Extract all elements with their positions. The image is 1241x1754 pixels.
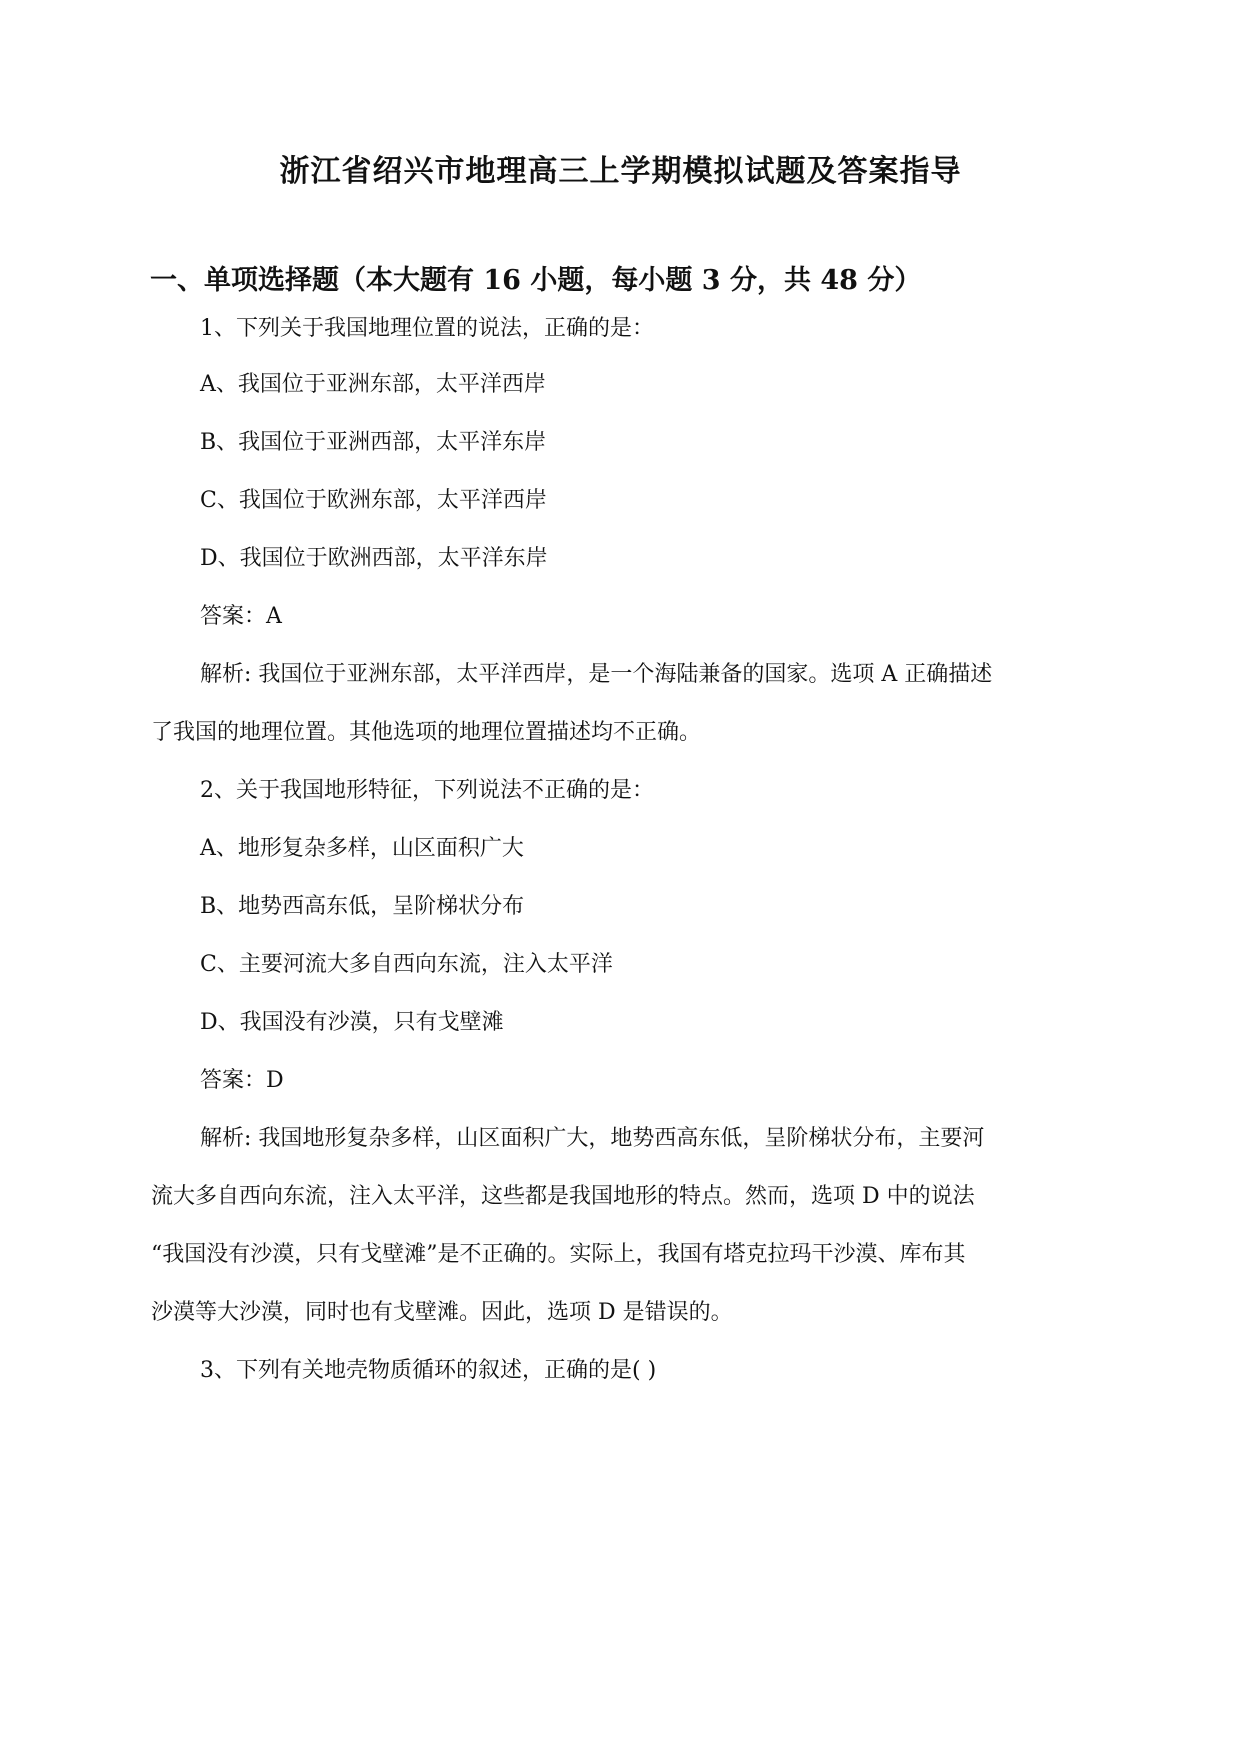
- question-1-option-d: D、我国位于欧洲西部，太平洋东岸: [200, 546, 548, 571]
- question-1-stem: 1、下列关于我国地理位置的说法，正确的是：: [200, 316, 654, 341]
- question-2-analysis-line-1: 解析: 我国地形复杂多样，山区面积广大，地势西高东低，呈阶梯状分布，主要河: [200, 1126, 985, 1151]
- question-1-option-a: A、我国位于亚洲东部，太平洋西岸: [200, 372, 546, 397]
- question-2-option-d: D、我国没有沙漠，只有戈壁滩: [200, 1010, 504, 1035]
- question-2-stem: 2、关于我国地形特征，下列说法不正确的是：: [200, 778, 654, 803]
- section-heading: 一、单项选择题（本大题有 16 小题，每小题 3 分，共 48 分）: [150, 265, 922, 296]
- document-title: 浙江省绍兴市地理高三上学期模拟试题及答案指导: [279, 154, 962, 189]
- question-2-analysis-line-3: “我国没有沙漠，只有戈壁滩”是不正确的。实际上，我国有塔克拉玛干沙漠、库布其: [151, 1242, 966, 1267]
- question-2-option-b: B、地势西高东低，呈阶梯状分布: [200, 894, 525, 919]
- question-2-analysis-line-2: 流大多自西向东流，注入太平洋，这些都是我国地形的特点。然而，选项 D 中的说法: [151, 1184, 975, 1209]
- question-1-option-b: B、我国位于亚洲西部，太平洋东岸: [200, 430, 547, 455]
- question-3-stem: 3、下列有关地壳物质循环的叙述，正确的是( ): [200, 1358, 657, 1383]
- question-2-analysis-line-4: 沙漠等大沙漠，同时也有戈壁滩。因此，选项 D 是错误的。: [151, 1300, 733, 1325]
- question-1-analysis-line-1: 解析: 我国位于亚洲东部，太平洋西岸，是一个海陆兼备的国家。选项 A 正确描述: [200, 662, 993, 687]
- question-1-analysis-line-2: 了我国的地理位置。其他选项的地理位置描述均不正确。: [151, 720, 702, 745]
- question-1-option-c: C、我国位于欧洲东部，太平洋西岸: [200, 488, 547, 513]
- question-2-answer: 答案：D: [200, 1068, 284, 1093]
- question-2-option-a: A、地形复杂多样，山区面积广大: [200, 836, 524, 861]
- question-2-option-c: C、主要河流大多自西向东流，注入太平洋: [200, 952, 613, 977]
- question-1-answer: 答案：A: [200, 604, 282, 629]
